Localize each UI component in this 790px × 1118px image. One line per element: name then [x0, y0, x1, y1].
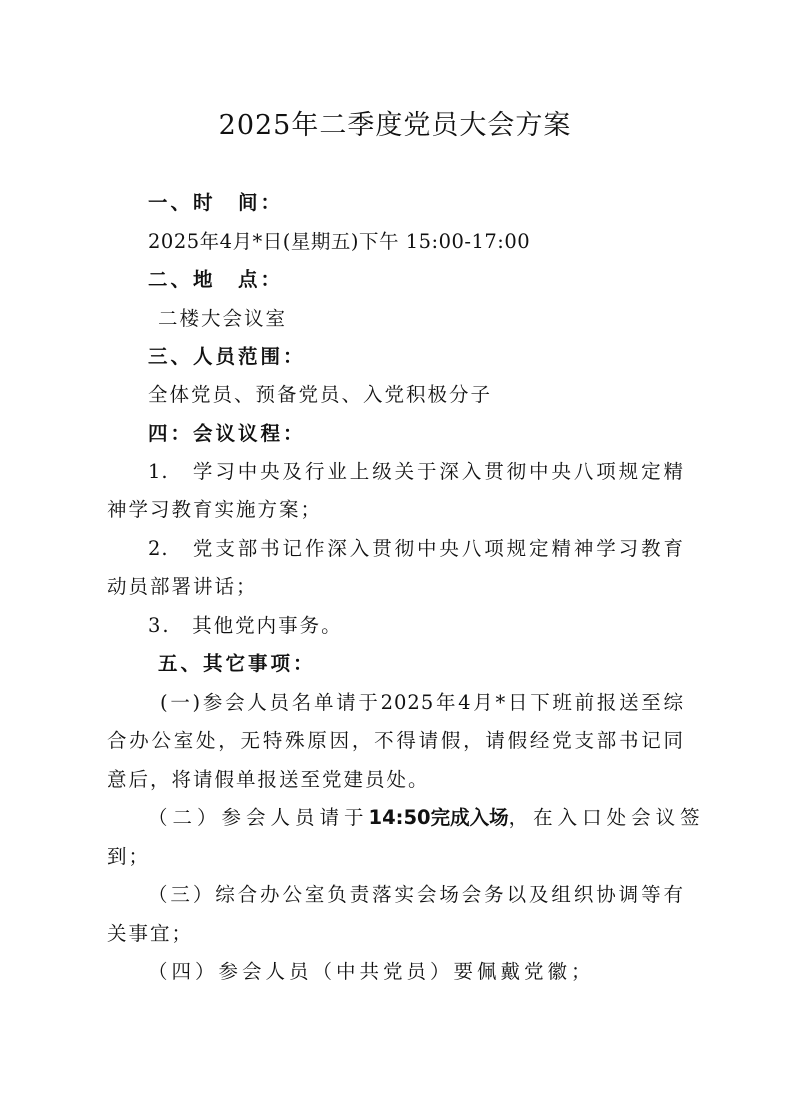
other-item-2-line-2: 到； — [107, 845, 151, 868]
other-item-2-suffix: ，在入口处会议签 — [508, 806, 705, 829]
agenda-item-2-line-2: 动员部署讲话； — [107, 575, 258, 598]
other-item-2-emphasis: 14:50完成入场 — [368, 806, 509, 829]
other-item-4-line-1: （四）参会人员（中共党员）要佩戴党徽； — [148, 960, 595, 983]
agenda-item-2-line-1: 2. 党支部书记作深入贯彻中央八项规定精神学习教育 — [148, 537, 684, 560]
agenda-item-3-line-1: 3. 其他党内事务。 — [148, 614, 343, 637]
section-agenda-heading: 四：会议议程： — [148, 422, 306, 445]
section-attendees-content: 全体党员、预备党员、入党积极分子 — [148, 383, 493, 406]
agenda-item-1-line-2: 神学习教育实施方案； — [107, 498, 323, 521]
other-item-2-prefix: （二）参会人员请于 — [148, 806, 369, 829]
section-time-heading: 一、时 间： — [148, 191, 284, 214]
other-item-1-line-3: 意后，将请假单报送至党建员处。 — [107, 768, 430, 791]
other-item-2-line-1 — [148, 802, 705, 834]
agenda-item-1-line-1: 1. 学习中央及行业上级关于深入贯彻中央八项规定精 — [148, 460, 684, 483]
document-title: 2025年二季度党员大会方案 — [218, 110, 572, 141]
other-item-3-line-1: （三）综合办公室负责落实会场会务以及组织协调等有 — [148, 883, 684, 906]
section-other-heading: 五、其它事项： — [158, 652, 316, 675]
section-location-content: 二楼大会议室 — [158, 307, 288, 330]
section-attendees-heading: 三、人员范围： — [148, 345, 306, 368]
other-item-1-line-1: (一)参会人员名单请于2025年4月*日下班前报送至综 — [160, 691, 684, 714]
section-time-content: 2025年4月*日(星期五)下午 15:00-17:00 — [148, 230, 531, 253]
other-item-1-line-2: 合办公室处，无特殊原因，不得请假，请假经党支部书记同 — [107, 729, 684, 752]
other-item-3-line-2: 关事宜； — [107, 922, 194, 945]
section-location-heading: 二、地 点： — [148, 268, 284, 291]
